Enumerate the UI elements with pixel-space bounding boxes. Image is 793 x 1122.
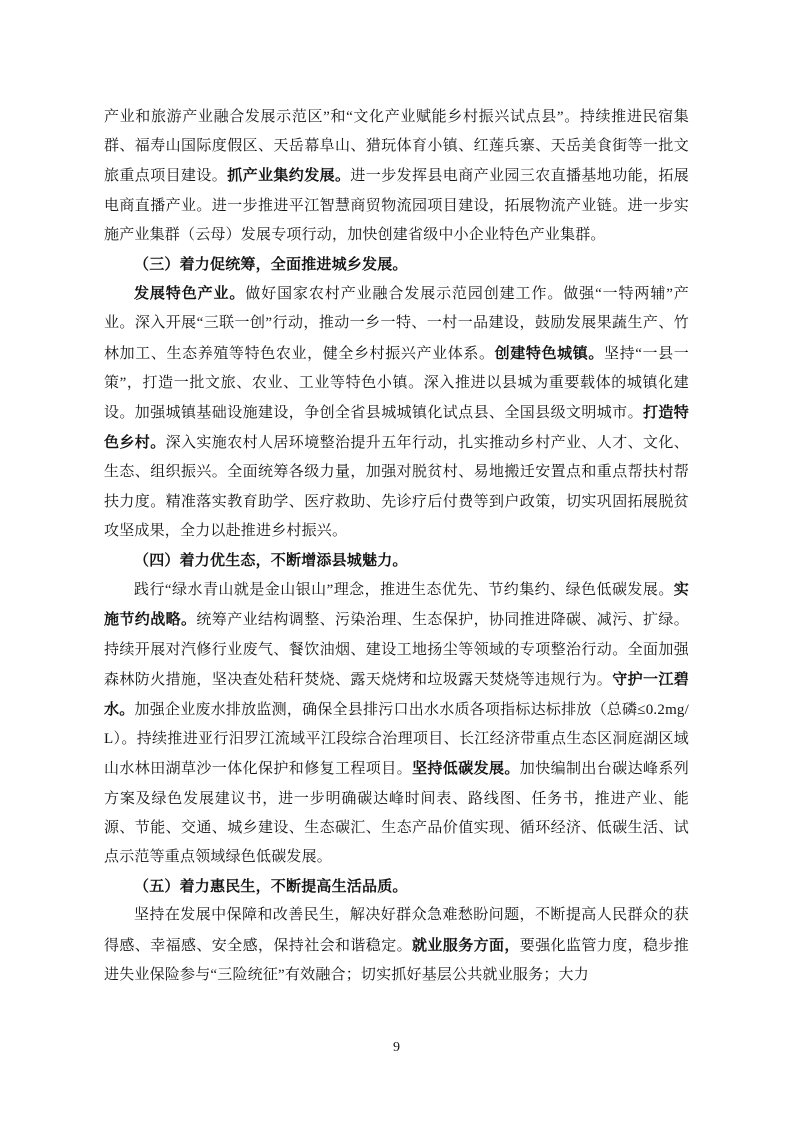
bold-text-run: （三）着力促统筹，全面推进城乡发展。 [134,256,408,274]
section-heading [104,872,689,901]
text-run: 坚持在发展中保障和改善民生，解决好群众急难愁盼问题，不断提高人民群众的获得感、幸福感、安全感，保持社会和谐稳定。 [104,907,689,954]
document-body [104,103,689,990]
paragraph [104,575,689,872]
bold-text-run: 发展特色产业。 [134,285,246,303]
bold-text-run: （五）着力惠民生，不断提高生活品质。 [134,878,408,896]
bold-text-run: 守护一江碧水。 [104,670,689,719]
text-run: 加强企业废水排放监测，确保全县排污口出水水质各项指标达标排放（总磷≤0.2mg/L）。持续推进亚行汨罗江流域平江段综合治理项目、长江经济带重点生态区洞庭湖区域山水林田湖草沙一体化保护和修复工程项目。 [104,702,689,778]
bold-text-run: 抓产业集约发展。 [227,167,351,185]
bold-text-run: 坚持低碳发展。 [412,760,520,778]
text-run: 坚持“一县一策”，打造一批文旅、农业、工业等特色小镇。深入推进以县城为重要载体的城镇化建设。加强城镇基础设施建设，争创全省县城城镇化试点县、全国县级文明城市。 [104,345,689,422]
section-heading [104,546,689,575]
text-run: 统筹产业结构调整、污染治理、生态保护，协同推进降碳、减污、扩绿。持续开展对汽修行业废气、餐饮油烟、建设工地扬尘等领域的专项整治行动。全面加强森林防火措施，坚决查处秸秆焚烧、露天烧烤和垃圾露天焚烧等违规行为。 [104,612,690,688]
paragraph [104,901,689,990]
text-run: 深入实施农村人居环境整治提升五年行动，扎实推动乡村产业、人才、文化、生态、组织振兴。全面统筹各级力量，加强对脱贫村、易地搬迁安置点和重点帮扶村帮扶力度。精准落实教育助学、医疗救助、先诊疗后付费等到户政策，切实巩固拓展脱贫攻坚成果，全力以赴推进乡村振兴。 [104,435,689,539]
page-number: 9 [393,1040,400,1055]
bold-text-run: 就业服务方面， [412,936,520,954]
bold-text-run: 创建特色城镇。 [494,344,604,362]
text-run: 要强化监管力度，稳步推进失业保险参与“三险统征”有效融合；切实抓好基层公共就业服务；大力 [104,937,689,983]
section-heading [104,250,689,279]
text-run: 加快编制出台碳达峰系列方案及绿色发展建议书，进一步明确碳达峰时间表、路线图、任务书，推进产业、能源、节能、交通、城乡建设、生态碳汇、生态产品价值实现、循环经济、低碳生活、试点示范等重点领域绿色低碳发展。 [104,761,689,866]
bold-text-run: （四）着力优生态，不断增添县城魅力。 [134,552,408,570]
text-run: 做好国家农村产业融合发展示范园创建工作。做强“一特两辅”产业。深入开展“三联一创”行动，推动一乡一特、一村一品建设，鼓励发展果蔬生产、竹林加工、生态养殖等特色农业，健全乡村振兴产业体系。 [104,286,689,362]
bold-text-run: 打造特色乡村。 [104,404,689,452]
paragraph [104,103,689,250]
text-run: 进一步发挥县电商产业园三农直播基地功能，拓展电商直播产业。进一步推进平江智慧商贸物流园项目建设，拓展物流产业链。进一步实施产业集群（云母）发展专项行动，加快创建省级中小企业特色产业集群。 [104,168,689,243]
bold-text-run: 实施节约战略。 [104,581,689,629]
text-run: 产业和旅游产业融合发展示范区”和“文化产业赋能乡村振兴试点县”。持续推进民宿集群、福寿山国际度假区、天岳幕阜山、猎玩体育小镇、红莲兵寨、天岳美食街等一批文旅重点项目建设。 [104,109,689,185]
text-run: 践行“绿水青山就是金山银山”理念，推进生态优先、节约集约、绿色低碳发展。 [134,582,674,599]
paragraph [104,279,689,546]
